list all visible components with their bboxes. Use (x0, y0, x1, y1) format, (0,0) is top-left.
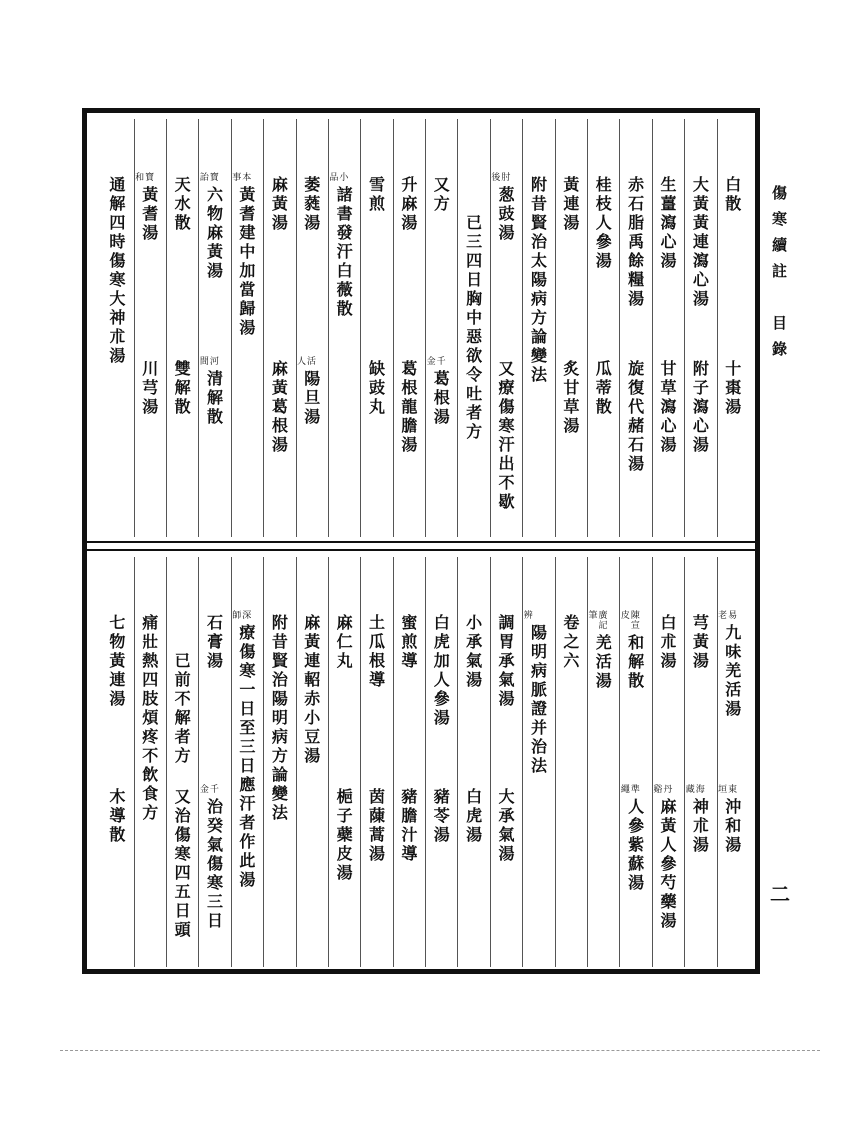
entry-title-second: 梔 子 蘗 皮 湯 (336, 787, 353, 882)
author-note: 谿 丹 (653, 785, 673, 795)
entry-title: 卷 之 六 (563, 613, 580, 670)
entry-title-second: 麻 黃 人 參 芍 藥 湯 (660, 797, 677, 930)
lower-column (717, 557, 749, 967)
upper-column (587, 119, 619, 537)
upper-column (522, 119, 554, 537)
upper-column (166, 119, 198, 537)
title-char: 註 (772, 262, 788, 280)
entry-title: 生 薑 瀉 心 湯 (660, 175, 677, 270)
entry-title: 萎 蕤 湯 (304, 175, 321, 232)
lower-column (101, 557, 133, 967)
entry-title: 土 瓜 根 導 (368, 613, 385, 689)
entry-title: 黃 耆 湯 (142, 185, 159, 242)
upper-column (328, 119, 360, 537)
lower-column (457, 557, 489, 967)
entry-title: 附 昔 賢 治 太 陽 病 方 論 變 法 (530, 175, 547, 384)
entry-title: 黃 連 湯 (563, 175, 580, 232)
author-note: 筆 廣 記 (588, 611, 608, 631)
entry-title-second: 人 參 紫 蘇 湯 (628, 797, 645, 892)
entry-title: 小 承 氣 湯 (466, 613, 483, 689)
lower-column (166, 557, 198, 967)
entry-title-second: 葛 根 龍 膽 湯 (401, 359, 418, 454)
author-note: 詒 寶 (199, 173, 219, 183)
entry-title: 芎 黃 湯 (692, 613, 709, 670)
entry-title: 葱 豉 湯 (498, 185, 515, 242)
author-note: 繩 準 (620, 785, 640, 795)
entry-title-second: 葛 根 湯 (433, 369, 450, 426)
upper-column (101, 119, 133, 537)
lower-column (198, 557, 230, 967)
entry-title: 療 傷 寒 一 日 至 三 日 應 汗 者 作 此 湯 (239, 623, 256, 889)
upper-column (263, 119, 295, 537)
author-note: 後 肘 (491, 173, 511, 183)
upper-column (717, 119, 749, 537)
page-number: 二 (770, 882, 790, 906)
author-note: 金 千 (426, 357, 446, 367)
lower-column (522, 557, 554, 967)
entry-title: 赤 石 脂 禹 餘 糧 湯 (628, 175, 645, 308)
entry-title-second: 白 虎 湯 (466, 787, 483, 844)
entry-title: 黃 耆 建 中 加 當 歸 湯 (239, 185, 256, 337)
section-char: 錄 (772, 340, 788, 358)
author-note: 間 河 (199, 357, 219, 367)
entry-title-second: 雙 解 散 (174, 359, 191, 416)
entry-title: 白 朮 湯 (660, 613, 677, 670)
author-note: 和 寶 (135, 173, 155, 183)
entry-title-second: 川 芎 湯 (142, 359, 159, 416)
entry-title-second: 陽 旦 湯 (304, 369, 321, 426)
entry-title-second: 沖 和 湯 (725, 797, 742, 854)
lower-column (328, 557, 360, 967)
entry-title-second: 缺 豉 丸 (368, 359, 385, 416)
upper-column (457, 119, 489, 537)
upper-column (134, 119, 166, 537)
entry-title: 蜜 煎 導 (401, 613, 418, 670)
author-note: 事 本 (232, 173, 252, 183)
entry-title: 升 麻 湯 (401, 175, 418, 232)
entry-title-second: 附 子 瀉 心 湯 (692, 359, 709, 454)
upper-column (619, 119, 651, 537)
upper-column (231, 119, 263, 537)
author-note: 品 小 (329, 173, 349, 183)
entry-title: 七 物 黃 連 湯 (109, 613, 126, 708)
entry-title-second: 治 癸 氣 傷 寒 三 日 (207, 797, 224, 930)
entry-title: 又 方 (433, 175, 450, 213)
lower-column (555, 557, 587, 967)
entry-title: 雪 煎 (368, 175, 385, 213)
entry-title: 九 味 羌 活 湯 (725, 623, 742, 718)
entry-title: 天 水 散 (174, 175, 191, 232)
entry-title: 桂 枝 人 參 湯 (595, 175, 612, 270)
scan-edge-line (60, 1050, 820, 1051)
entry-title: 羌 活 湯 (595, 633, 612, 690)
entry-title-second: 麻 黃 葛 根 湯 (271, 359, 288, 454)
entry-title-second: 又 療 傷 寒 汗 出 不 歇 (498, 359, 515, 511)
lower-column (231, 557, 263, 967)
entry-title-second: 茵 蔯 蒿 湯 (368, 787, 385, 863)
section-char: 目 (772, 314, 788, 332)
entry-title-second: 炙 甘 草 湯 (563, 359, 580, 435)
entry-title-second: 豬 苓 湯 (433, 787, 450, 844)
lower-column (684, 557, 716, 967)
upper-panel (93, 119, 749, 537)
author-note: 金 千 (199, 785, 219, 795)
title-char: 傷 (772, 184, 788, 202)
author-note: 皮 陳 宣 (620, 611, 640, 631)
lower-column (134, 557, 166, 967)
upper-column (425, 119, 457, 537)
lower-column (360, 557, 392, 967)
entry-title-second: 豬 膽 汁 導 (401, 787, 418, 863)
lower-column (393, 557, 425, 967)
upper-column (198, 119, 230, 537)
upper-column (296, 119, 328, 537)
author-note: 老 易 (718, 611, 738, 621)
lower-column (652, 557, 684, 967)
upper-column (684, 119, 716, 537)
entry-title: 白 虎 加 人 參 湯 (433, 613, 450, 727)
entry-title: 已 三 四 日 胸 中 惡 欲 令 吐 者 方 (466, 213, 483, 441)
upper-column (555, 119, 587, 537)
entry-title-second: 旋 復 代 赭 石 湯 (628, 359, 645, 473)
entry-title-second: 甘 草 瀉 心 湯 (660, 359, 677, 454)
lower-column (263, 557, 295, 967)
entry-title: 白 散 (725, 175, 742, 213)
entry-title-second: 十 棗 湯 (725, 359, 742, 416)
entry-title: 六 物 麻 黃 湯 (207, 185, 224, 280)
entry-title: 諸 書 發 汗 白 薇 散 (336, 185, 353, 318)
entry-title-second: 神 朮 湯 (692, 797, 709, 854)
entry-title-second: 木 導 散 (109, 787, 126, 844)
entry-title: 陽 明 病 脈 證 并 治 法 (530, 623, 547, 775)
entry-title: 麻 仁 丸 (336, 613, 353, 670)
lower-column (296, 557, 328, 967)
lower-column (587, 557, 619, 967)
entry-title-second: 又 治 傷 寒 四 五 日 頭 (174, 787, 191, 939)
entry-title: 痛 壯 熱 四 肢 煩 疼 不 飲 食 方 (142, 613, 159, 822)
panel-divider (87, 541, 755, 551)
upper-column (393, 119, 425, 537)
entry-title: 石 膏 湯 (207, 613, 224, 670)
upper-column (652, 119, 684, 537)
entry-title: 麻 黃 湯 (271, 175, 288, 232)
author-note: 垣 東 (718, 785, 738, 795)
title-char: 寒 (772, 210, 788, 228)
entry-title-second: 大 承 氣 湯 (498, 787, 515, 863)
author-note: 辨 (523, 611, 533, 621)
entry-title: 已 前 不 解 者 方 (174, 651, 191, 765)
author-note: 人 活 (297, 357, 317, 367)
author-note: 藏 海 (685, 785, 705, 795)
upper-column (360, 119, 392, 537)
upper-column (490, 119, 522, 537)
lower-panel (93, 557, 749, 967)
entry-title-second: 瓜 蒂 散 (595, 359, 612, 416)
running-title (772, 180, 787, 362)
entry-title: 和 解 散 (628, 633, 645, 690)
entry-title: 通 解 四 時 傷 寒 大 神 朮 湯 (109, 175, 126, 365)
entry-title: 附 昔 賢 治 陽 明 病 方 論 變 法 (271, 613, 288, 822)
author-note: 師 深 (232, 611, 252, 621)
entry-title-second: 清 解 散 (207, 369, 224, 426)
lower-column (619, 557, 651, 967)
entry-title: 調 胃 承 氣 湯 (498, 613, 515, 708)
page-frame (82, 108, 760, 974)
entry-title: 大 黃 黃 連 瀉 心 湯 (692, 175, 709, 308)
entry-title: 麻 黃 連 軺 赤 小 豆 湯 (304, 613, 321, 765)
lower-column (490, 557, 522, 967)
lower-column (425, 557, 457, 967)
title-char: 續 (772, 236, 788, 254)
